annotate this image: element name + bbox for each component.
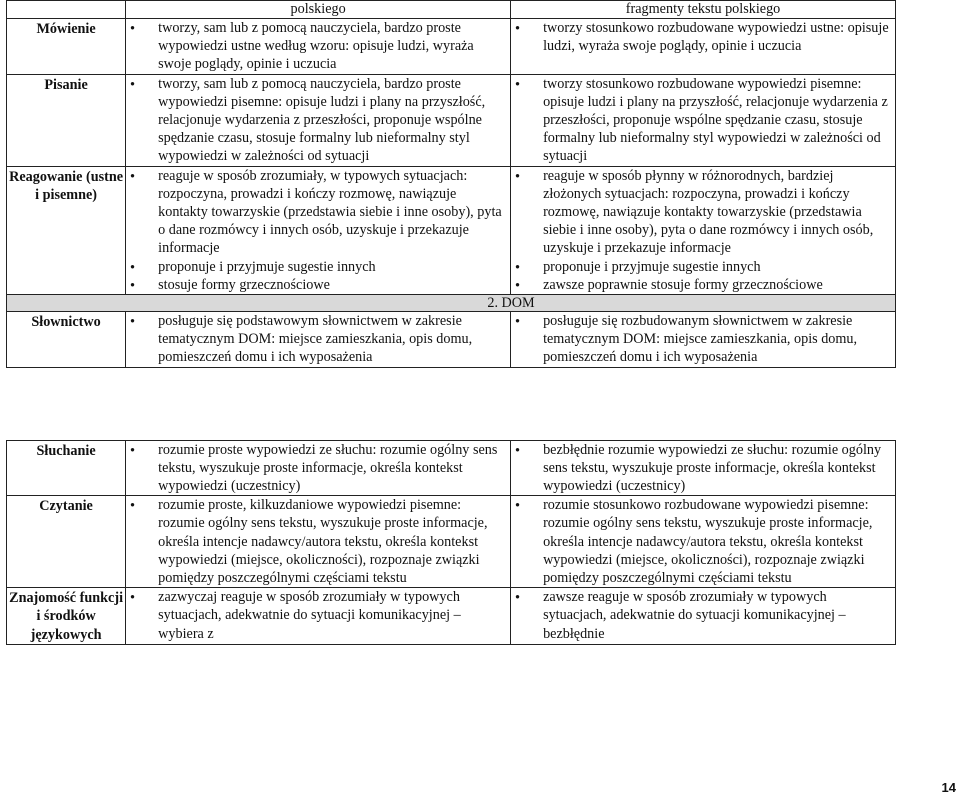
row-label: Słownictwo xyxy=(7,312,126,368)
list-item: ● zawsze reaguje w sposób zrozumiały w typowych sytuacjach, adekwatnie do sytuacji komunikacyjnej – bezbłędnie xyxy=(511,588,895,643)
header-basic: polskiego xyxy=(126,1,511,19)
list-item: ● posługuje się podstawowym słownictwem w zakresie tematycznym DOM: miejsce zamieszkania, opis domu, pomieszczeń domu i ich wyposażenia xyxy=(126,312,510,367)
list-item: ● rozumie proste wypowiedzi ze słuchu: rozumie ogólny sens tekstu, wyszukuje proste informacje, określa kontekst wypowiedzi (uczestnicy) xyxy=(126,441,510,496)
row-pisanie xyxy=(7,74,896,166)
extended-cell xyxy=(511,312,896,368)
dom-heading-row xyxy=(7,295,896,312)
list-item: ● tworzy stosunkowo rozbudowane wypowiedzi pisemne: opisuje ludzi i plany na przyszłość, relacjonuje wydarzenia z przeszłości, proponuje wspólne spędzanie czasu, stosuje formalny lub nieformalny styl wypowiedzi w zależności od sytuacji xyxy=(511,75,895,166)
row-label: Mówienie xyxy=(7,19,126,75)
section-heading xyxy=(7,295,896,312)
row-label: Znajomość funkcji i środków językowych xyxy=(7,588,126,645)
list-item: ● proponuje i przyjmuje sugestie innych xyxy=(126,258,510,276)
basic-cell xyxy=(126,166,511,294)
basic-cell xyxy=(126,588,511,645)
basic-cell xyxy=(126,312,511,368)
basic-cell xyxy=(126,19,511,75)
list-item: ● rozumie stosunkowo rozbudowane wypowiedzi pisemne: rozumie ogólny sens tekstu, wyszukuje proste informacje, określa intencje nadawcy/autora tekstu, określa kontekst wypowiedzi (miejsce, okoliczności), rozpoznaje związki pomiędzy poszczególnymi częściami tekstu xyxy=(511,496,895,587)
row-label: Pisanie xyxy=(7,74,126,166)
row-reagowanie xyxy=(7,166,896,294)
basic-cell xyxy=(126,496,511,588)
header-extended: fragmenty tekstu polskiego xyxy=(511,1,896,19)
row-sluchanie xyxy=(7,440,896,496)
list-item: ● posługuje się rozbudowanym słownictwem w zakresie tematycznym DOM: miejsce zamieszkania, opis domu, pomieszczeń domu i ich wyposażenia xyxy=(511,312,895,367)
list-item: ● proponuje i przyjmuje sugestie innych xyxy=(511,258,895,276)
row-label: Czytanie xyxy=(7,496,126,588)
header-empty-cell xyxy=(7,1,126,19)
row-label: Słuchanie xyxy=(7,440,126,496)
list-item: ● reaguje w sposób płynny w różnorodnych, bardziej złożonych sytuacjach: rozpoczyna, prowadzi i kończy rozmowę, nawiązuje kontakty towarzyskie (przedstawia siebie i inne osoby), pyta o dane rozmówcy i innych osób, uzyskuje i przekazuje informacje xyxy=(511,167,895,258)
extended-cell xyxy=(511,19,896,75)
list-item: ● rozumie proste, kilkuzdaniowe wypowiedzi pisemne: rozumie ogólny sens tekstu, wyszukuje proste informacje, określa intencje nadawcy/autora tekstu, określa kontekst wypowiedzi (miejsce, okoliczności), rozpoznaje związki pomiędzy poszczególnymi częściami tekstu xyxy=(126,496,510,587)
section-heading-text: 2. DOM xyxy=(487,295,535,312)
header-row xyxy=(7,1,896,19)
list-item: ● tworzy stosunkowo rozbudowane wypowiedzi ustne: opisuje ludzi, wyraża swoje poglądy, opinie i uczucia xyxy=(511,19,895,55)
list-item: ● tworzy, sam lub z pomocą nauczyciela, bardzo proste wypowiedzi ustne według wzoru: opisuje ludzi, wyraża swoje poglądy, opinie i uczucia xyxy=(126,19,510,74)
row-slownictwo xyxy=(7,312,896,368)
row-mowienie xyxy=(7,19,896,75)
extended-cell xyxy=(511,588,896,645)
extended-cell xyxy=(511,166,896,294)
extended-cell xyxy=(511,496,896,588)
row-label: Reagowanie (ustne i pisemne) xyxy=(7,166,126,294)
row-znajomosc xyxy=(7,588,896,645)
row-czytanie xyxy=(7,496,896,588)
list-item: ● reaguje w sposób zrozumiały, w typowych sytuacjach: rozpoczyna, prowadzi i kończy rozmowę, nawiązuje kontakty towarzyskie (przedstawia siebie i inne osoby), pyta o dane rozmówcy i innych osób, uzyskuje i przekazuje informacje xyxy=(126,167,510,258)
basic-cell xyxy=(126,440,511,496)
list-item: ● zazwyczaj reaguje w sposób zrozumiały w typowych sytuacjach, adekwatnie do sytuacji komunikacyjnej – wybiera z xyxy=(126,588,510,643)
basic-cell xyxy=(126,74,511,166)
list-item: ● tworzy, sam lub z pomocą nauczyciela, bardzo proste wypowiedzi pisemne: opisuje ludzi i plany na przyszłość, relacjonuje wydarzenia z przeszłości, proponuje wspólne spędzanie czasu, stosuje formalny lub nieformalny styl wypowiedzi w zależności od sytuacji xyxy=(126,75,510,166)
criteria-table xyxy=(6,0,896,645)
list-item: ● stosuje formy grzecznościowe xyxy=(126,276,510,294)
page-number: 14 xyxy=(941,780,956,795)
spacer-row xyxy=(7,367,896,440)
list-item: ● bezbłędnie rozumie wypowiedzi ze słuchu: rozumie ogólny sens tekstu, wyszukuje proste informacje, określa kontekst wypowiedzi (uczestnicy) xyxy=(511,441,895,496)
extended-cell xyxy=(511,74,896,166)
list-item: ● zawsze poprawnie stosuje formy grzecznościowe xyxy=(511,276,895,294)
extended-cell xyxy=(511,440,896,496)
